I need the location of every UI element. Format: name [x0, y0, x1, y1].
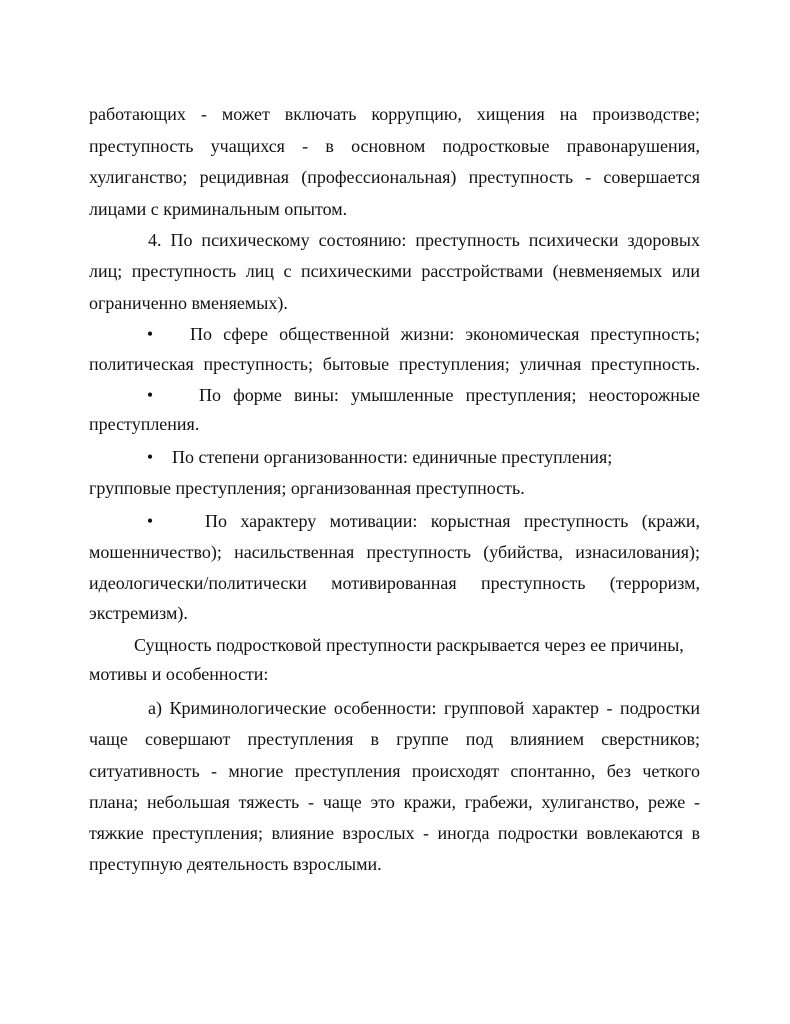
text-line: чаще совершают преступления в группе под влиянием сверстников; [89, 729, 700, 749]
text-line: плана; небольшая тяжесть - чаще это кражи, грабежи, хулиганство, реже - [89, 792, 700, 812]
text-line: ситуативность - многие преступления происходят спонтанно, без четкого [89, 761, 700, 781]
text-line: работающих - может включать коррупцию, хищения на производстве; [89, 104, 700, 124]
text-line: хулиганство; рецидивная (профессиональная) преступность - совершается [89, 167, 700, 187]
bullet-marker: • [146, 385, 154, 405]
text-line: мошенничество); насильственная преступность (убийства, изнасилования); [89, 542, 700, 562]
bullet-text: По степени организованности: единичные преступления; [172, 447, 613, 467]
text-line: политическая преступность; бытовые преступления; уличная преступность. [89, 354, 700, 374]
text-line: ограниченно вменяемых). [89, 293, 288, 313]
text-line: преступность учащихся - в основном подростковые правонарушения, [89, 136, 700, 156]
text-line: преступную деятельность взрослыми. [89, 854, 382, 874]
text-line: групповые преступления; организованная преступность. [89, 478, 525, 498]
text-line: тяжкие преступления; влияние взрослых - иногда подростки вовлекаются в [89, 823, 700, 843]
bullet-text: По форме вины: умышленные преступления; неосторожные [199, 385, 700, 405]
text-line: экстремизм). [89, 603, 188, 623]
text-line: лицами с криминальным опытом. [89, 199, 348, 219]
bullet-text: По сфере общественной жизни: экономическая преступность; [190, 324, 700, 344]
bullet-marker: • [146, 511, 154, 531]
text-line: мотивы и особенности: [89, 664, 269, 684]
bullet-text: По характеру мотивации: корыстная преступность (кражи, [205, 511, 700, 531]
bullet-marker: • [146, 324, 154, 344]
paragraph-first-line: Сущность подростковой преступности раскрывается через ее причины, [134, 635, 684, 655]
lettered-item-line: а) Криминологические особенности: групповой характер - подростки [148, 698, 700, 718]
text-line: лиц; преступность лиц с психическими расстройствами (невменяемых или [89, 261, 700, 281]
bullet-marker: • [146, 447, 154, 467]
text-line: преступления. [89, 414, 200, 434]
text-line: идеологически/политически мотивированная преступность (терроризм, [89, 573, 700, 593]
numbered-item-line: 4. По психическому состоянию: преступность психически здоровых [148, 230, 700, 250]
